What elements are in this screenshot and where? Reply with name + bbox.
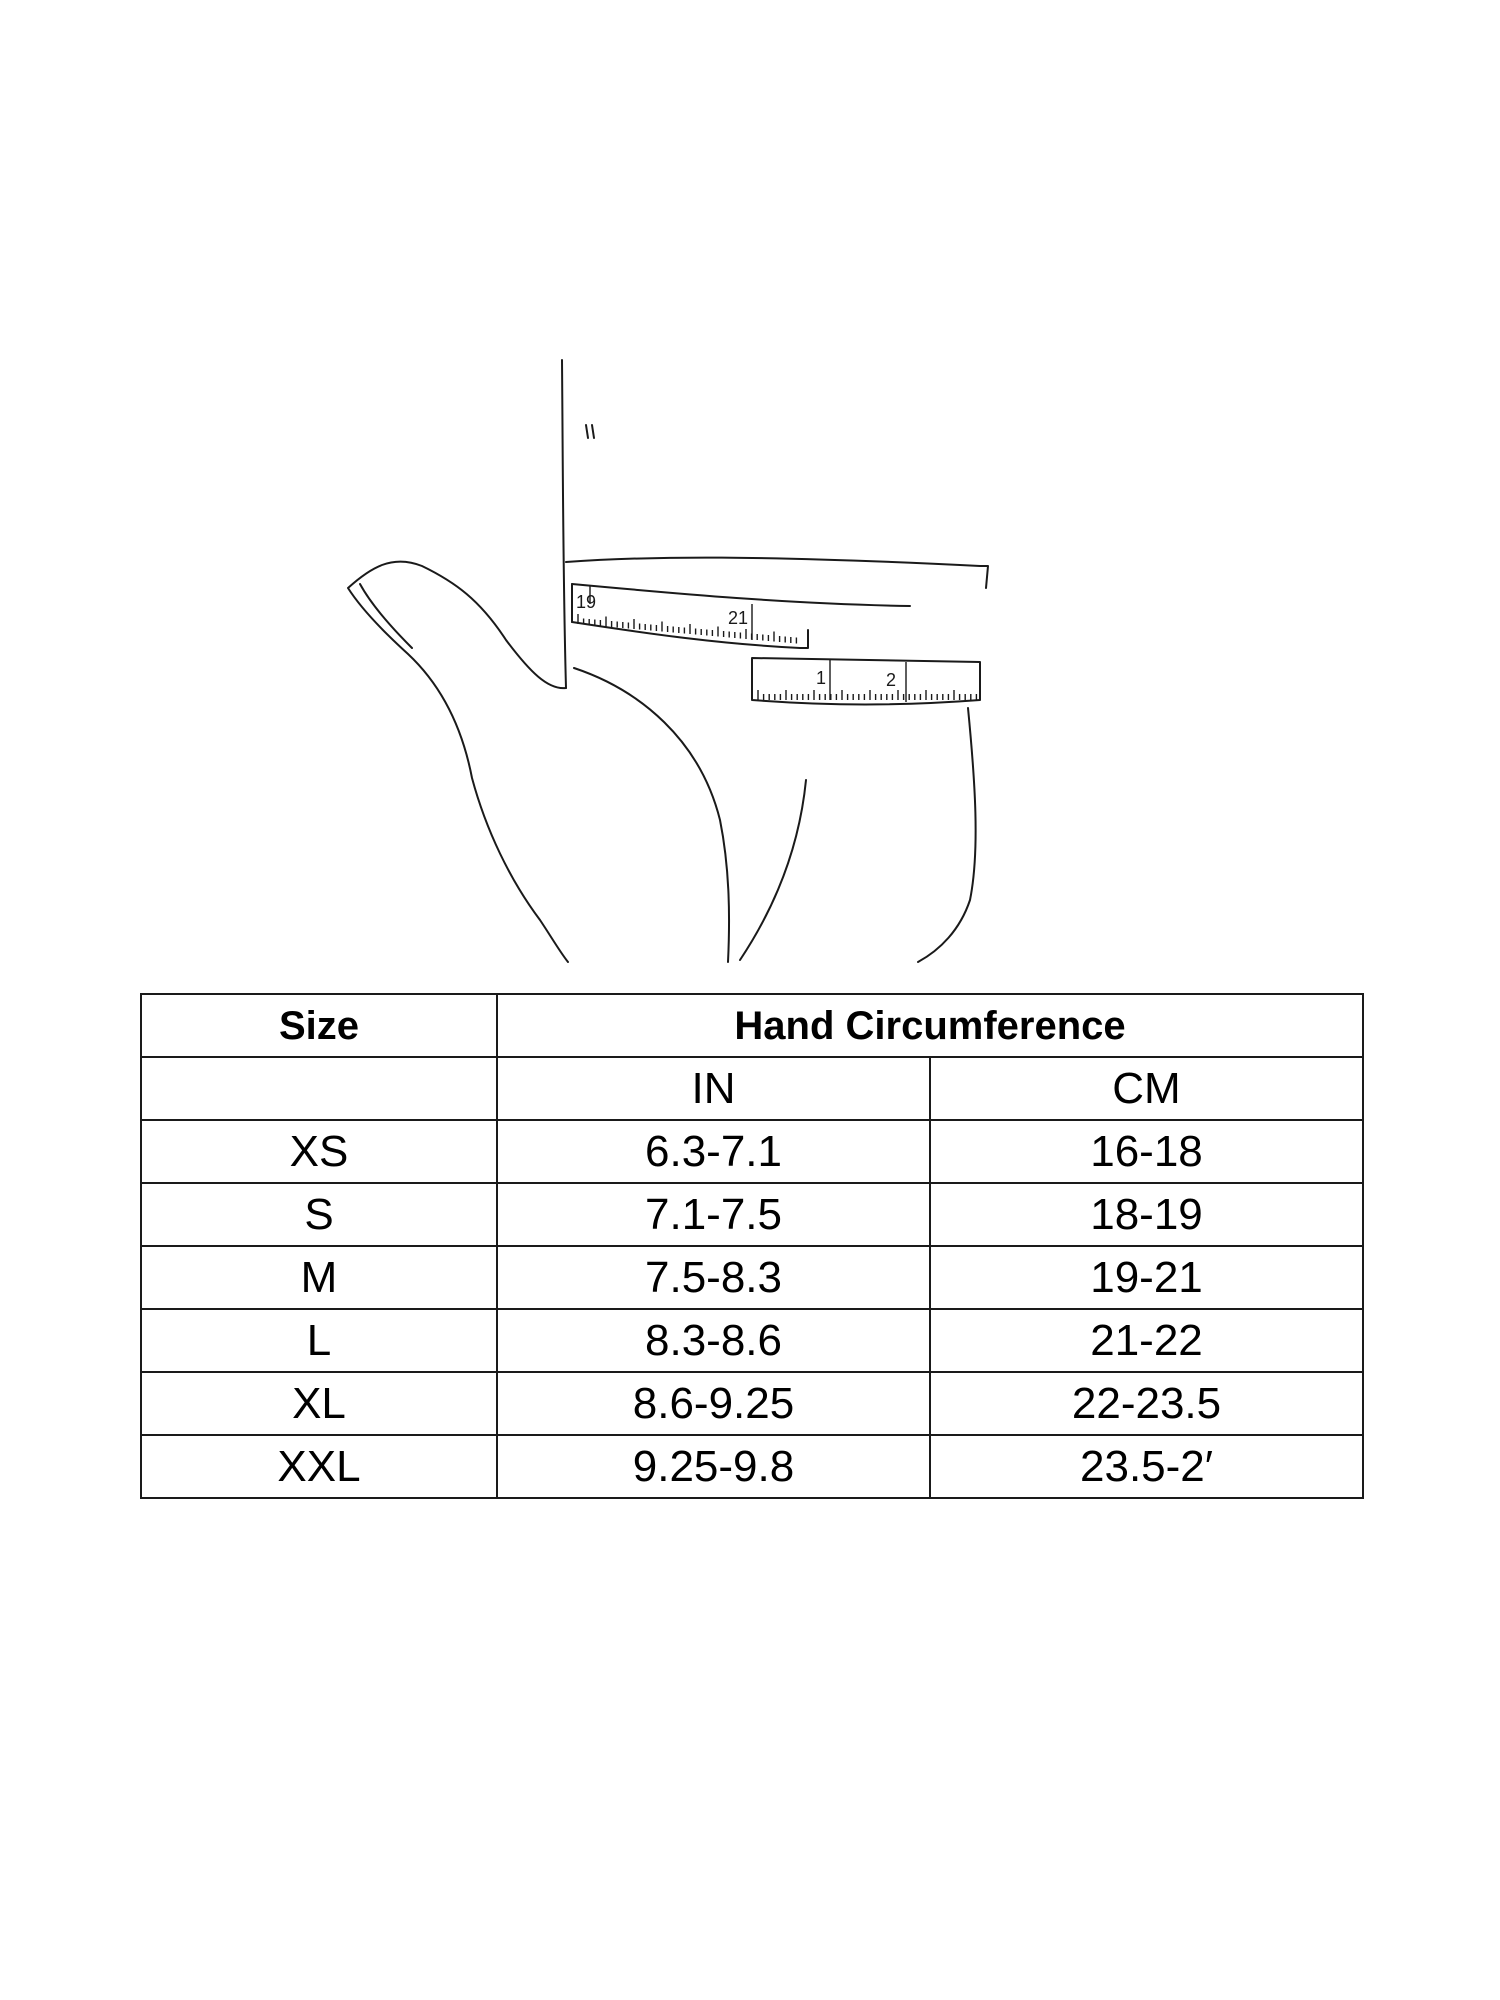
- size-cell: XS: [141, 1120, 497, 1183]
- table-row: [141, 1435, 1363, 1498]
- size-chart-table: [140, 993, 1364, 1499]
- cm-cell: 19-21: [930, 1246, 1363, 1309]
- table-row: [141, 1120, 1363, 1183]
- size-cell: XL: [141, 1372, 497, 1435]
- finger-nail-mark: [586, 425, 594, 438]
- cm-cell: 21-22: [930, 1309, 1363, 1372]
- hand-right-edge: [918, 708, 976, 962]
- cm-cell: 23.5-2′: [930, 1435, 1363, 1498]
- hand-measuring-tape-drawing: [0, 0, 1500, 980]
- in-cell: 8.3-8.6: [497, 1309, 930, 1372]
- in-cell: 7.5-8.3: [497, 1246, 930, 1309]
- size-cell: M: [141, 1246, 497, 1309]
- table-row: [141, 1183, 1363, 1246]
- tape-number: 19: [576, 592, 597, 612]
- size-header: Size: [141, 994, 497, 1057]
- table-subheader-row: [141, 1057, 1363, 1120]
- cm-cell: 16-18: [930, 1120, 1363, 1183]
- palm-curve: [574, 668, 729, 962]
- size-cell: S: [141, 1183, 497, 1246]
- in-cell: 9.25-9.8: [497, 1435, 930, 1498]
- cm-cell: 18-19: [930, 1183, 1363, 1246]
- inner-finger-line: [740, 780, 806, 960]
- tape-number: 21: [728, 608, 749, 628]
- table-row: [141, 1372, 1363, 1435]
- in-cell: 6.3-7.1: [497, 1120, 930, 1183]
- size-cell: XXL: [141, 1435, 497, 1498]
- in-cell: 8.6-9.25: [497, 1372, 930, 1435]
- thumb-outline: [348, 562, 568, 962]
- hand-top-edge: [566, 558, 988, 588]
- cm-unit-header: CM: [930, 1057, 1363, 1120]
- table-row: [141, 1309, 1363, 1372]
- size-subheader-empty: [141, 1057, 497, 1120]
- table-header-row: [141, 994, 1363, 1057]
- cm-cell: 22-23.5: [930, 1372, 1363, 1435]
- measuring-tape: [572, 584, 980, 705]
- in-cell: 7.1-7.5: [497, 1183, 930, 1246]
- tape-number: 1: [816, 668, 827, 688]
- table-row: [141, 1246, 1363, 1309]
- hand-circumference-header: Hand Circumference: [497, 994, 1363, 1057]
- size-cell: L: [141, 1309, 497, 1372]
- finger-outline: [562, 360, 566, 688]
- thumb-nail: [360, 584, 412, 648]
- tape-number: 2: [886, 670, 897, 690]
- in-unit-header: IN: [497, 1057, 930, 1120]
